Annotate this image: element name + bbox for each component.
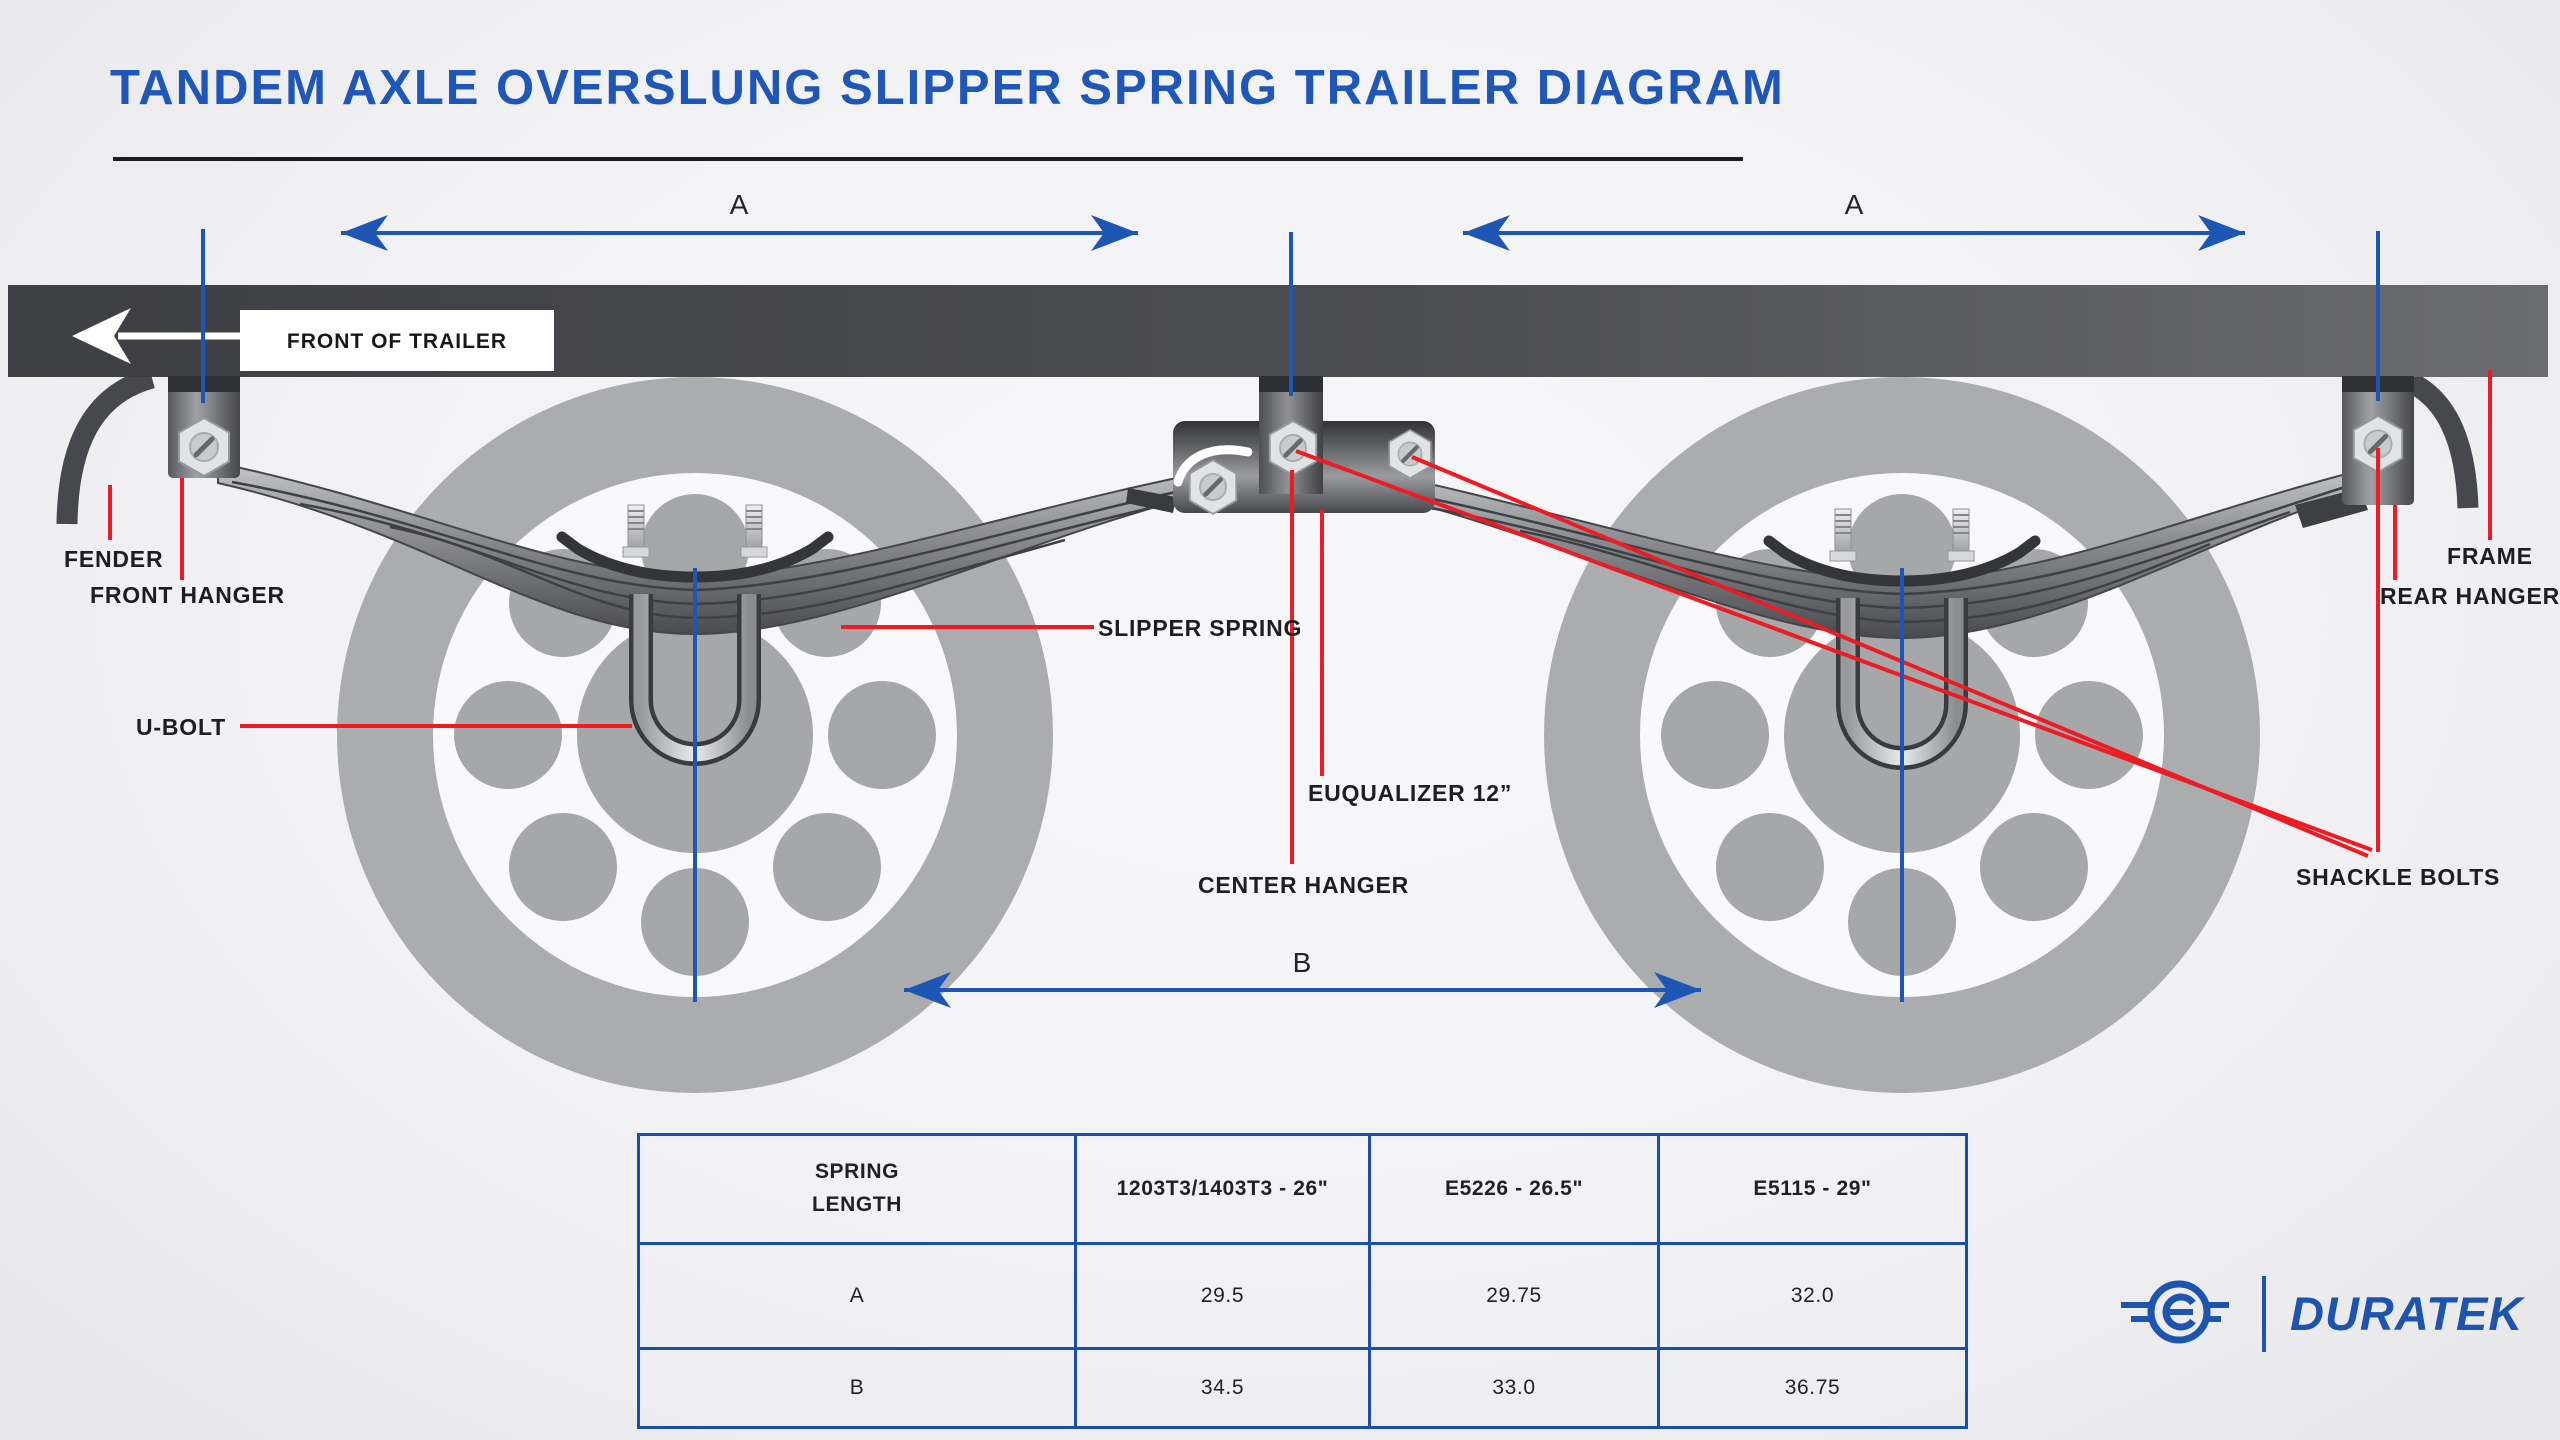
row-a-value-2: 29.75 (1370, 1244, 1659, 1349)
row-a-label: A (639, 1244, 1076, 1349)
shackle-bolts-label: SHACKLE BOLTS (2296, 864, 2501, 890)
table-row (639, 1244, 1967, 1349)
brand-divider (2262, 1276, 2266, 1352)
spring-length-table (637, 1133, 1968, 1429)
brand-name: DURATEK (2290, 1287, 2524, 1340)
dim-b-label: B (1292, 947, 1312, 978)
duratek-logo-icon (2100, 1272, 2250, 1356)
row-b-value-3: 36.75 (1659, 1349, 1967, 1428)
col-header-e5115: E5115 - 29" (1659, 1135, 1967, 1244)
dim-a-left-label: A (729, 189, 749, 220)
fender-label: FENDER (64, 546, 164, 572)
brand-logo (2100, 1272, 2523, 1356)
table-row (639, 1349, 1967, 1428)
slipper-spring-label: SLIPPER SPRING (1098, 615, 1303, 641)
row-a-value-3: 32.0 (1659, 1244, 1967, 1349)
row-b-value-2: 33.0 (1370, 1349, 1659, 1428)
col-header-1203t3: 1203T3/1403T3 - 26" (1076, 1135, 1370, 1244)
row-a-value-1: 29.5 (1076, 1244, 1370, 1349)
equalizer-label: EUQUALIZER 12” (1308, 780, 1513, 806)
front-of-trailer-label: FRONT OF TRAILER (286, 330, 508, 353)
table-header-row (639, 1135, 1967, 1244)
dim-a-right-label: A (1844, 189, 1864, 220)
row-b-label: B (639, 1349, 1076, 1428)
frame-label: FRAME (2447, 543, 2533, 569)
u-bolt-label: U-BOLT (136, 714, 226, 740)
front-hanger-label: FRONT HANGER (90, 582, 285, 608)
rear-hanger-label: REAR HANGER (2380, 583, 2560, 609)
center-hanger-label: CENTER HANGER (1198, 872, 1410, 898)
col-header-spring-length: SPRING LENGTH (639, 1135, 1076, 1244)
col-header-e5226: E5226 - 26.5" (1370, 1135, 1659, 1244)
row-b-value-1: 34.5 (1076, 1349, 1370, 1428)
page-title: TANDEM AXLE OVERSLUNG SLIPPER SPRING TRAILER DIAGRAM (110, 61, 1785, 115)
